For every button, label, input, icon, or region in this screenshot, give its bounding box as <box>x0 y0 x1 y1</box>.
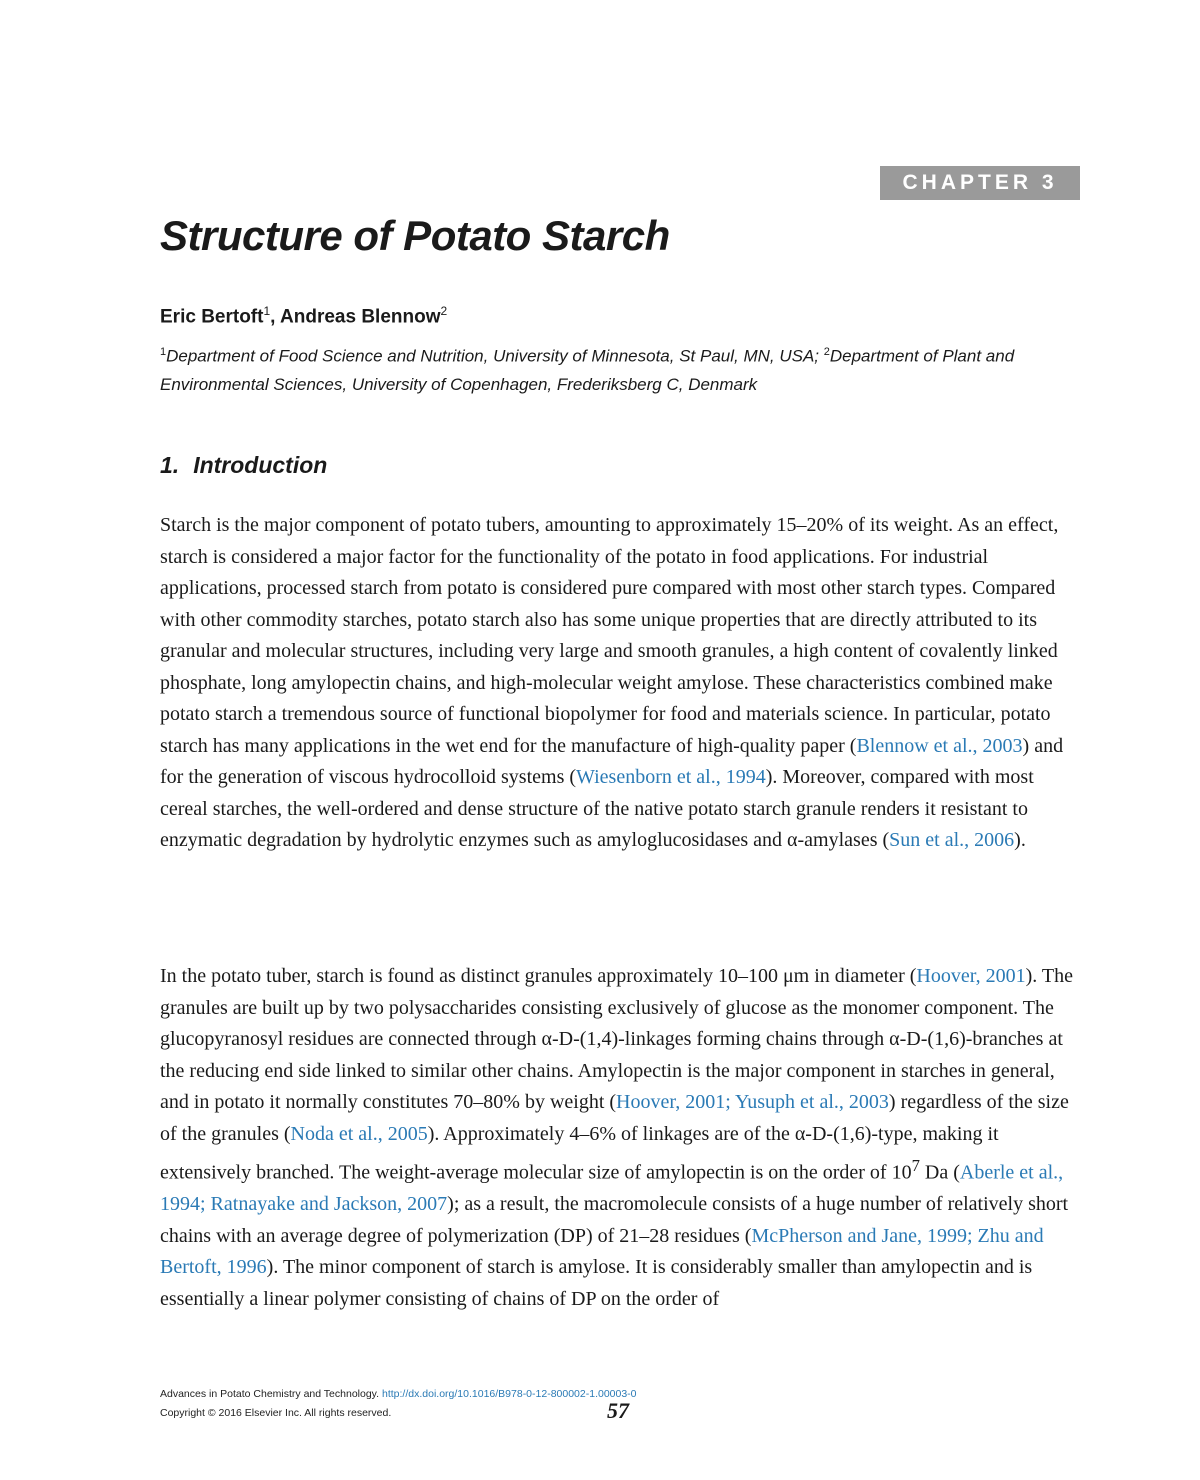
body-paragraph <box>160 510 1078 857</box>
chapter-label: CHAPTER 3 <box>880 166 1080 200</box>
paragraph-text: Da ( <box>919 1161 960 1184</box>
page-number: 57 <box>607 1398 629 1423</box>
superscript-exponent: 7 <box>911 1156 920 1175</box>
paragraph-text: Starch is the major component of potato tubers, amounting to approximately 15–20% of its weight. As an effect, starch is considered a major factor for the functionality of the potato in food applications. For industrial applications, processed starch from potato is considered pure compared with most other starch types. Compared with other commodity starches, potato starch also has some unique properties that are directly attributed to its granular and molecular structures, including very large and smooth granules, a high content of covalently linked phosphate, long amylopectin chains, and high-molecular weight amylose. These characteristics combined make potato starch a tremendous source of functional biopolymer for food and materials science. In particular, potato starch has many applications in the wet end for the manufacture of high-quality paper ( <box>160 514 1059 757</box>
copyright-notice: Copyright © 2016 Elsevier Inc. All rights reserved. <box>160 1407 392 1419</box>
affiliation-marker: 1 <box>160 346 167 358</box>
body-paragraph <box>160 961 1078 1315</box>
citation-link[interactable]: Blennow et al., 2003 <box>856 734 1023 757</box>
citation-link[interactable]: Hoover, 2001; Yusuph et al., 2003 <box>616 1091 889 1113</box>
paragraph-text: ). The minor component of starch is amylose. It is considerably smaller than amylopectin and is essentially a linear polymer consisting of chains of DP on the order of <box>160 1256 1033 1310</box>
paragraph-text: ) and for the generation of viscous hydrocolloid systems ( <box>160 734 1064 788</box>
doi-link[interactable]: http://dx.doi.org/10.1016/B978-0-12-800002-1.00003-0 <box>382 1388 637 1400</box>
affiliation-text: Department of Plant and Environmental Sciences, University of Copenhagen, Frederiksberg C, Denmark <box>160 346 1015 394</box>
citation-link[interactable]: Hoover, 2001 <box>916 965 1026 987</box>
affiliation-marker: 2 <box>823 346 830 358</box>
paragraph-text: ). The granules are built up by two polysaccharides consisting exclusively of glucose as the monomer component. The glucopyranosyl residues are connected through α-D-(1,4)-linkages forming chains through α-D-(1,6)-branches at the reducing end side linked to similar other chains. Amylopectin is the major component in starches in general, and in potato it normally constitutes 70–80% by weight ( <box>160 965 1073 1113</box>
author-affiliation-marker: 1 <box>263 304 271 318</box>
author-list <box>160 304 447 328</box>
author-name: Eric Bertoft <box>160 306 264 328</box>
author-separator: , <box>270 306 281 328</box>
author-name: Andreas Blennow <box>280 306 441 328</box>
section-number: 1. <box>160 452 180 478</box>
citation-link[interactable]: Wiesenborn et al., 1994 <box>576 766 766 788</box>
citation-link[interactable]: Sun et al., 2006 <box>889 829 1015 851</box>
author-affiliation-marker: 2 <box>440 304 448 318</box>
section-title: Introduction <box>193 452 328 478</box>
affiliation-text: Department of Food Science and Nutrition, University of Minnesota, St Paul, MN, USA; <box>166 346 824 366</box>
paragraph-text: ); as a result, the macromolecule consists of a huge number of relatively short chains with an average degree of polymerization (DP) of 21–28 residues ( <box>160 1193 1069 1247</box>
citation-link[interactable]: McPherson and Jane, 1999; Zhu and Bertoft, 1996 <box>160 1224 1044 1279</box>
citation-link[interactable]: Noda et al., 2005 <box>290 1122 428 1145</box>
section-heading <box>160 452 327 479</box>
paragraph-text: ) regardless of the size of the granules ( <box>160 1091 1069 1145</box>
book-title: Advances in Potato Chemistry and Technology. <box>160 1388 382 1400</box>
page-title: Structure of Potato Starch <box>160 212 670 259</box>
paragraph-text: ). Approximately 4–6% of linkages are of the α-D-(1,6)-type, making it extensively branched. The weight-average molecular size of amylopectin is on the order of 10 <box>160 1122 999 1184</box>
footer-source <box>160 1388 637 1400</box>
paragraph-text: In the potato tuber, starch is found as distinct granules approximately 10–100 μm in diameter ( <box>160 965 917 987</box>
paragraph-text: ). Moreover, compared with most cereal starches, the well-ordered and dense structure of the native potato starch granule renders it resistant to enzymatic degradation by hydrolytic enzymes such as amyloglucosidases and α-amylases ( <box>160 766 1034 851</box>
affiliations <box>160 338 1090 399</box>
citation-link[interactable]: Aberle et al., 1994; Ratnayake and Jackson, 2007 <box>160 1161 1064 1216</box>
paragraph-text: ). <box>1014 829 1026 851</box>
